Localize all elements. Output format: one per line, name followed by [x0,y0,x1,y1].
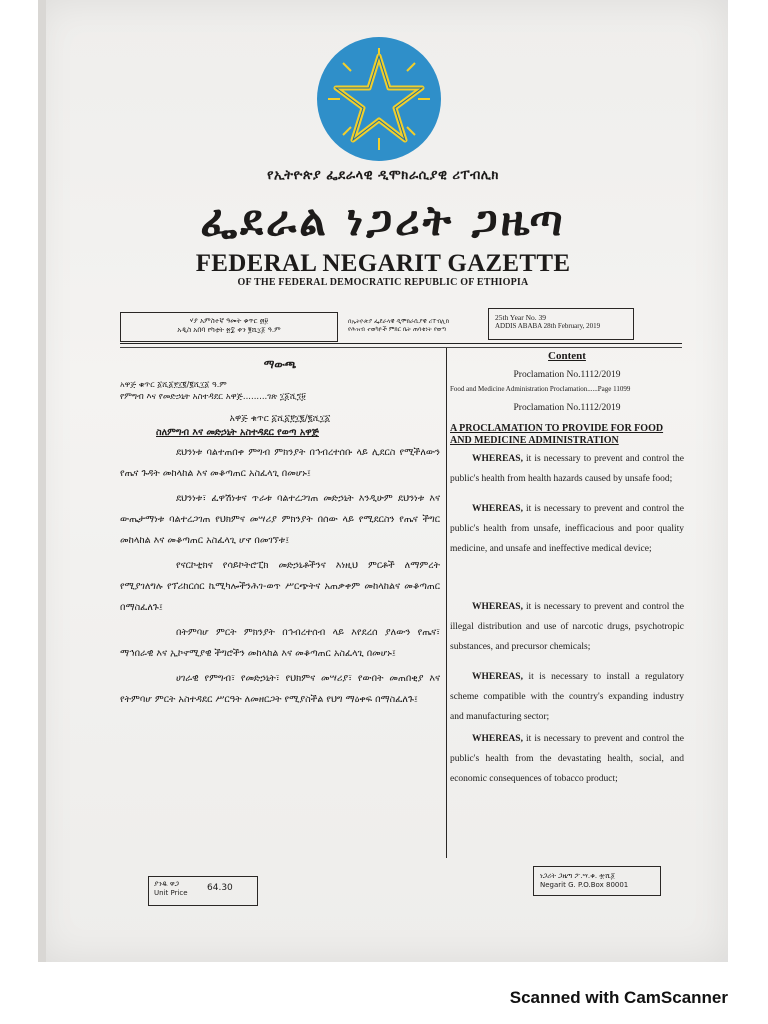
publisher-line-1: በኢትዮጵያ ፌደራላዊ ዲሞክራሲያዊ ሪፐብሊክ [348,318,449,325]
proclamation-title: A PROCLAMATION TO PROVIDE FOR FOOD AND MEDICINE ADMINISTRATION [450,423,664,446]
whereas-label: WHEREAS, [472,672,523,682]
ethiopia-emblem-icon [316,36,442,162]
issue-info-english [488,308,634,340]
header-divider [120,343,682,344]
po-box-amharic: ነጋሪት ጋዜጣ ፖ.ሣ.ቁ. ፹ሺ፩ [540,872,616,880]
publisher-line-2: የሕዝብ ተወካዮች ምክር ቤት ጠባቂነት የወጣ [348,326,446,333]
whereas-paragraph [450,597,684,657]
unit-price-label-amharic: ያንዱ ዋጋ [154,880,179,888]
po-box-english: Negarit G. P.O.Box 80001 [540,881,629,889]
camscanner-watermark: Scanned with CamScanner [509,988,728,1007]
preamble-paragraph-amharic: ደህንነቱ፣ ፈዋሽነቱና ጥራቱ ባልተረጋገጠ መድኃኒት እንዲሁም ደህንነቱ እና ውጤታማነቱ ባልተረጋገጠ የህክምና መሣሪያ ምክንያት በሰው ላይ የሚደርስን የጤና ችግር መከላከል እና መቆጣጠር አስፈላጊ ሆኖ በመገኘቱ፤ [120,493,440,546]
whereas-label: WHEREAS, [472,734,523,744]
unit-price-value: 64.30 [207,883,233,893]
unit-price-label: Unit Price [154,889,188,897]
english-subtitle: OF THE FEDERAL DEMOCRATIC REPUBLIC OF ETHIOPIA [237,277,529,288]
whereas-text: it is necessary to install a regulatory scheme compatible with the country's expanding industry and manufacturing sector; [450,672,685,722]
issue-year-english: 25th Year No. 39 [495,313,547,322]
english-masthead: FEDERAL NEGARIT GAZETTE [195,250,571,277]
amharic-masthead: ፌደራል ነጋሪት ጋዜጣ [200,196,566,245]
preamble-paragraph-amharic: ደህንነቱ ባልተጠበቀ ምግብ ምክንያት በኅብረተሰቡ ላይ ሊደርስ የሚችለውን የጤና ጉዳት መከላከል እና መቆጣጠር አስፈላጊ በመሆኑ፤ [120,447,440,479]
preamble-paragraph-amharic: የናርኮቲክና የሳይኮትሮፒክ መድኃኒቶችንና እነዚህ ምርቶች ለማምረት የሚያገለግሉ የፕሪከርሰር ኬሚካሎችንሕገ-ወጥ ሥርጭትና አጠቃቀም መከላከልና መቆጣጠር በማስፈለጉ፤ [120,560,440,613]
whereas-paragraph [450,729,684,789]
amharic-column [120,358,440,710]
english-column [450,350,684,789]
whereas-paragraph [450,499,684,559]
whereas-label: WHEREAS, [472,504,523,514]
proclamation-number: Proclamation No.1112/2019 [513,403,621,413]
whereas-label: WHEREAS, [472,602,523,612]
preamble-paragraph-amharic: በትምባሆ ምርት ምክንያት በኅብረተሰብ ላይ እየደረሰ ያለውን የጤና፣ ማኅበራዊ እና ኢኮኖሚያዊ ችግሮችን መከላከል እና መቆጣጠር አስፈላጊ በመሆኑ፤ [120,627,440,659]
proclamation-number-amharic: አዋጅ ቁጥር ፩ሺ፩፻፲፪/፪ሺ፲፩ [229,414,331,424]
gazette-page [38,0,728,962]
whereas-text: it is necessary to prevent and control the public's health from health hazards caused by unsafe food; [450,454,685,484]
preamble-paragraph-amharic: ሀገራዊ የምግብ፣ የመድኃኒት፣ የህክምና መሣሪያ፣ የውበት መጠበቂያ እና የትምባሆ ምርት አስተዳደር ሥርዓት ለመዘርጋት የሚያስችል የህግ ማዕቀፍ በማስፈለጉ፤ [120,673,440,705]
issue-year-amharic: ሃያ አምስተኛ ዓመት ቁጥር ፴፱ [189,317,269,325]
po-box [533,866,661,896]
whereas-text: it is necessary to prevent and control the public's health from unsafe, inefficacious and poor quality medicine, and unsafe and ineffective medical device; [450,504,685,554]
toc-entry-amharic: የምግብ እና የመድኃኒት አስተዳደር አዋጅ.........ገጽ ፲፩ሺ፺፱ [120,392,306,402]
whereas-text: it is necessary to prevent and control the illegal distribution and use of narcotic drugs, psychotropic substances, and precursor chemicals; [450,602,685,652]
whereas-label: WHEREAS, [472,454,523,464]
amharic-republic-title: የኢትዮጵያ ፌደራላዊ ዲሞክራሲያዊ ሪፐብሊክ [267,168,499,183]
page-edge-shadow [38,0,46,962]
header-divider-thin [120,347,682,348]
unit-price-box [148,876,258,906]
issue-date-amharic: አዲስ አበባ የካቲት ፳፰ ቀን ፪ሺ፲፩ ዓ.ም [177,326,281,334]
whereas-text: it is necessary to prevent and control the public's health from the devastating health, social, and economic consequences of tobacco product; [450,734,685,784]
column-divider [446,348,447,858]
toc-entry: Food and Medicine Administration Proclamation......Page 11099 [450,385,631,393]
toc-proclamation-number: Proclamation No.1112/2019 [513,370,621,380]
contents-heading-amharic: ማውጫ [263,358,297,371]
toc-proclamation-amharic: አዋጅ ቁጥር ፩ሺ፩፻፲፪/፪ሺ፲፩ ዓ.ም [120,380,227,389]
proclamation-title-amharic: ስለምግብ እና መድኃኒት አስተዳደር የወጣ አዋጅ [156,427,319,438]
issue-info-amharic [120,312,338,342]
issue-date-english: ADDIS ABABA 28th February, 2019 [495,322,601,330]
whereas-paragraph [450,449,684,489]
contents-heading: Content [548,350,586,362]
whereas-paragraph [450,667,684,727]
